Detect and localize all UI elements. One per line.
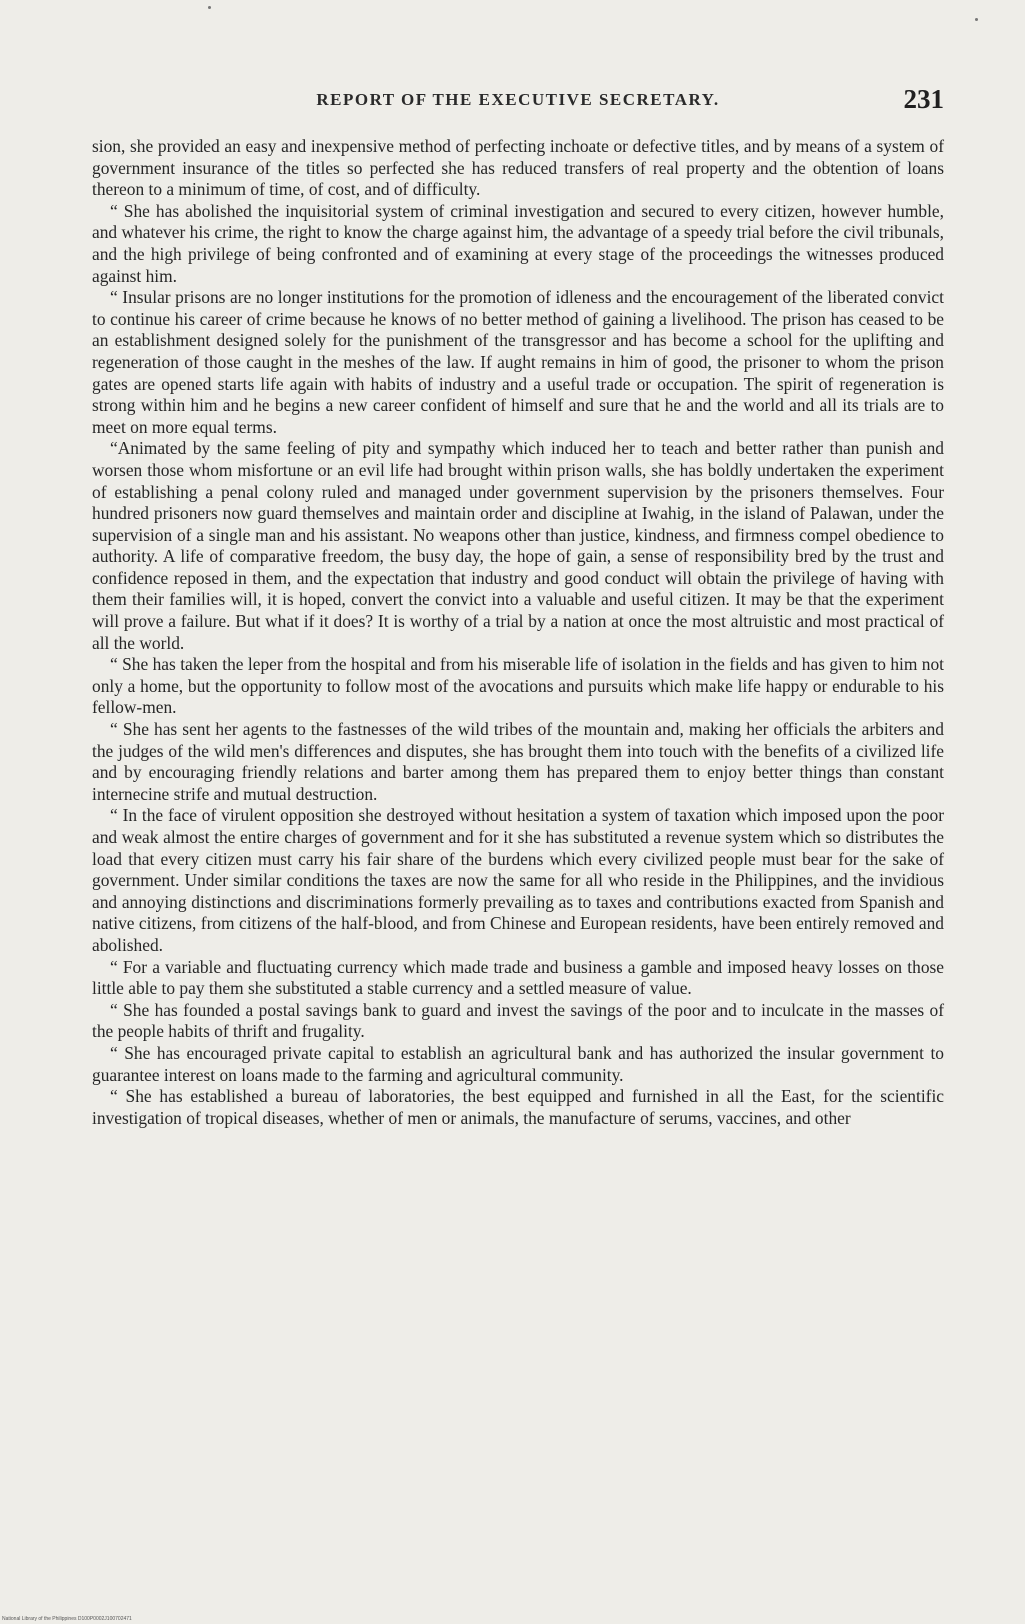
paragraph: “ She has taken the leper from the hospital and from his miserable life of isolation in the fields and has given to him not only a home, but the opportunity to follow most of the avocations and pursuits which make life happy or endurable to his fellow-men.	[92, 654, 944, 718]
paragraph: “ In the face of virulent opposition she destroyed without hesitation a system of taxation which imposed upon the poor and weak almost the entire charges of government and for it she has substituted a revenue system which so distributes the load that every citizen must carry his fair share of the burdens which every civilized people must bear for the sake of government. Under similar conditions the taxes are now the same for all who reside in the Philippines, and the invidious and annoying distinctions and discriminations formerly prevailing as to taxes and contributions exacted from Spanish and native citizens, from citizens of the half-blood, and from Chinese and European residents, have been entirely removed and abolished.	[92, 805, 944, 955]
scan-footer-note: National Library of the Philippines D100P0002J100702471	[2, 1616, 132, 1622]
paragraph: “ She has abolished the inquisitorial system of criminal investigation and secured to every citizen, however humble, and whatever his crime, the right to know the charge against him, the advantage of a speedy trial before the civil tribunals, and the high privilege of being confronted and of examining at every stage of the proceedings the witnesses produced against him.	[92, 200, 944, 286]
paragraph: “ She has sent her agents to the fastnesses of the wild tribes of the mountain and, making her officials the arbiters and the judges of the wild men's differences and disputes, she has brought them into touch with the benefits of a civilized life and by encouraging friendly relations and barter among them has prepared them to enjoy better things than constant internecine strife and mutual destruction.	[92, 719, 944, 804]
paragraph: “ She has founded a postal savings bank to guard and invest the savings of the poor and to inculcate in the masses of the people habits of thrift and frugality.	[92, 999, 944, 1042]
body-text	[92, 136, 944, 1129]
paragraph: “Animated by the same feeling of pity and sympathy which induced her to teach and better rather than punish and worsen those whom misfortune or an evil life had brought within prison walls, she has boldly undertaken the experiment of establishing a penal colony ruled and managed under government supervision by the prisoners themselves. Four hundred prisoners now guard themselves and maintain order and discipline at Iwahig, in the island of Palawan, under the supervision of a single man and his assistant. No weapons other than justice, kindness, and firmness compel obedience to authority. A life of comparative freedom, the busy day, the hope of gain, a sense of responsibility bred by the trust and confidence reposed in them, and the expectation that industry and good conduct will obtain the privilege of having with them their families will, it is hoped, convert the convict into a valuable and useful citizen. It may be that the experiment will prove a failure. But what if it does? It is worthy of a trial by a nation at once the most altruistic and most practical of all the world.	[92, 438, 944, 653]
scan-speck	[975, 18, 978, 21]
page-header	[92, 86, 944, 120]
paragraph: “ She has encouraged private capital to establish an agricultural bank and has authorized the insular government to guarantee interest on loans made to the farming and agricultural community.	[92, 1042, 944, 1085]
page-number: 231	[903, 84, 944, 114]
paragraph: “ Insular prisons are no longer institutions for the promotion of idleness and the encouragement of the liberated convict to continue his career of crime because he knows of no better method of gaining a livelihood. The prison has ceased to be an establishment designed solely for the punishment of the transgressor and has become a school for the uplifting and regeneration of those caught in the meshes of the law. If aught remains in him of good, the prisoner to whom the prison gates are opened starts life again with habits of industry and a useful trade or occupation. The spirit of regeneration is strong within him and he begins a new career confident of himself and sure that he and the world and all its trials are to meet on more equal terms.	[92, 287, 944, 437]
paragraph: sion, she provided an easy and inexpensive method of perfecting inchoate or defective titles, and by means of a system of government insurance of the titles so perfected she has reduced transfers of real property and the obtention of loans thereon to a minimum of time, of cost, and of difficulty.	[92, 136, 944, 200]
running-head: REPORT OF THE EXECUTIVE SECRETARY.	[316, 90, 720, 109]
scan-speck	[208, 6, 211, 9]
paragraph: “ For a variable and fluctuating currency which made trade and business a gamble and imposed heavy losses on those little able to pay them she substituted a stable currency and a settled measure of value.	[92, 956, 944, 999]
paragraph: “ She has established a bureau of laboratories, the best equipped and furnished in all the East, for the scientific investigation of tropical diseases, whether of men or animals, the manufacture of serums, vaccines, and other	[92, 1086, 944, 1128]
